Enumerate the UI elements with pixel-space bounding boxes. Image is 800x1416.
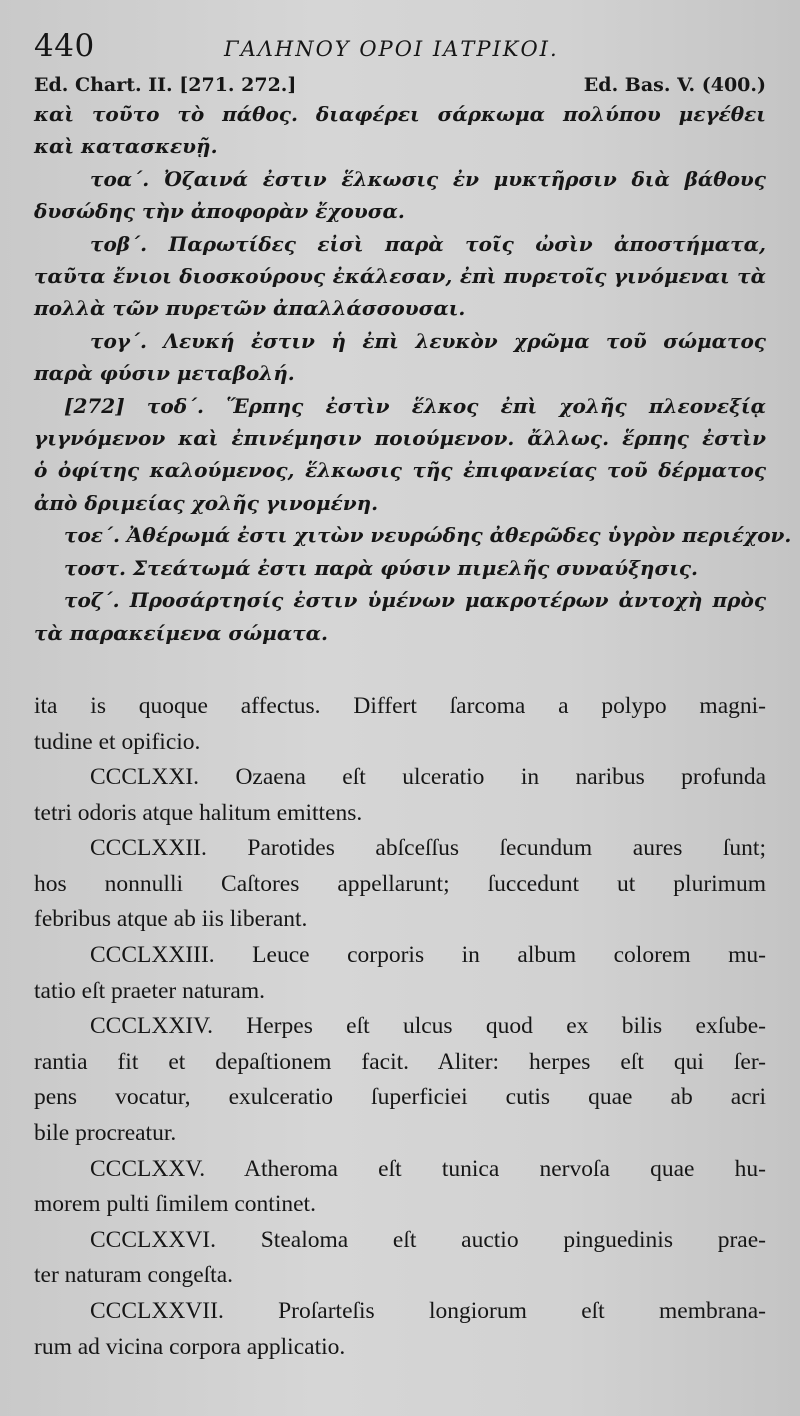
latin-text-line: CCCLXXIV. Herpes eſt ulcus quod ex bilis exſube-	[90, 1013, 766, 1040]
greek-text-line: τοα΄. Ὀζαινά ἐστιν ἕλκωσις ἐν μυκτῆρσιν διὰ βάθους	[90, 166, 766, 191]
greek-text-line: τοβ΄. Παρωτίδες εἰσὶ παρὰ τοῖς ὠσὶν ἀποστήματα,	[90, 231, 766, 256]
greek-text-line: δυσώδης τὴν ἀποφορὰν ἔχουσα.	[34, 199, 405, 224]
latin-text-line: ita is quoque affectus. Differt ſarcoma a polypo magni-	[34, 692, 766, 719]
latin-text-line: ter naturam congeſta.	[34, 1262, 234, 1289]
greek-text-line: τὰ παρακείμενα σώματα.	[34, 620, 329, 645]
latin-text-line: rum ad vicina corpora applicatio.	[34, 1333, 346, 1360]
latin-text-line: tatio eſt praeter naturam.	[34, 977, 265, 1004]
edition-reference-line	[34, 70, 766, 100]
greek-text-line: τοστ. Στεάτωμά ἐστι παρὰ φύσιν πιμελῆς συναύξησις.	[64, 555, 699, 580]
latin-text-line: CCCLXXIII. Leuce corporis in album colorem mu-	[90, 942, 766, 969]
greek-text-line: τογ΄. Λευκή ἐστιν ἡ ἐπὶ λευκὸν χρῶμα τοῦ σώματος	[90, 328, 766, 353]
edition-right: Ed. Bas. V. (400.)	[583, 74, 766, 96]
page-header	[34, 28, 766, 70]
latin-text-line: CCCLXXI. Ozaena eſt ulceratio in naribus profunda	[90, 764, 766, 791]
greek-text-line: ταῦτα ἔνιοι διοσκούρους ἐκάλεσαν, ἐπὶ πυρετοῖς γινόμεναι τὰ	[34, 264, 766, 289]
greek-text-line: παρὰ φύσιν μεταβολή.	[34, 361, 295, 386]
page-number: 440	[34, 28, 95, 64]
latin-text-line: hos nonnulli Caſtores appellarunt; ſuccedunt ut plurimum	[34, 870, 766, 897]
greek-text-line: [272] τοδ΄. Ἕρπης ἐστὶν ἕλκος ἐπὶ χολῆς πλεονεξίᾳ	[64, 393, 766, 418]
running-title: ΓΑΛΗΝΟΥ ΟΡΟΙ ΙΑΤΡΙΚΟΙ.	[224, 37, 559, 61]
latin-text-line: CCCLXXV. Atheroma eſt tunica nervoſa quae hu-	[90, 1155, 766, 1182]
latin-text-line: CCCLXXVI. Stealoma eſt auctio pinguedinis prae-	[90, 1226, 766, 1253]
latin-text-line: CCCLXXVII. Proſarteſis longiorum eſt membrana-	[90, 1298, 766, 1324]
latin-text-line: febribus atque ab iis liberant.	[34, 906, 308, 933]
latin-text-line: rantia fit et depaſtionem facit. Aliter: herpes eſt qui ſer-	[34, 1048, 766, 1075]
latin-text-line: tudine et opificio.	[34, 728, 201, 755]
latin-text-line: tetri odoris atque halitum emittens.	[34, 799, 363, 826]
latin-text-line: bile procreatur.	[34, 1120, 177, 1147]
greek-text-block	[34, 98, 792, 649]
latin-text-line: pens vocatur, exulceratio ſuperficiei cutis quae ab acri	[34, 1084, 766, 1111]
latin-text-block	[34, 689, 766, 1365]
latin-text-line: CCCLXXII. Parotides abſceſſus ſecundum aures ſunt;	[90, 835, 766, 862]
greek-text-line: τοζ΄. Προσάρτησίς ἐστιν ὑμένων μακροτέρων ἀντοχὴ πρὸς	[64, 588, 766, 613]
latin-text-line: morem pulti ſimilem continet.	[34, 1191, 316, 1218]
greek-text-line: γιγνόμενον καὶ ἐπινέμησιν ποιούμενον. ἄλλως. ἕρπης ἐστὶν	[34, 426, 766, 451]
greek-text-line: καὶ κατασκευῇ.	[34, 134, 218, 159]
greek-text-line: τοε΄. Ἀθέρωμά ἐστι χιτὼν νευρώδης ἀθερῶδες ὑγρὸν περιέχον.	[64, 523, 792, 548]
greek-text-line: ἀπὸ δριμείας χολῆς γινομένη.	[34, 490, 379, 515]
edition-left: Ed. Chart. II. [271. 272.]	[34, 74, 297, 96]
greek-text-line: πολλὰ τῶν πυρετῶν ἀπαλλάσσουσαι.	[34, 296, 466, 321]
greek-text-line: ὁ ὀφίτης καλούμενος, ἕλκωσις τῆς ἐπιφανείας τοῦ δέρματος	[34, 458, 766, 483]
greek-text-line: καὶ τοῦτο τὸ πάθος. διαφέρει σάρκωμα πολύπου μεγέθει	[34, 102, 766, 126]
